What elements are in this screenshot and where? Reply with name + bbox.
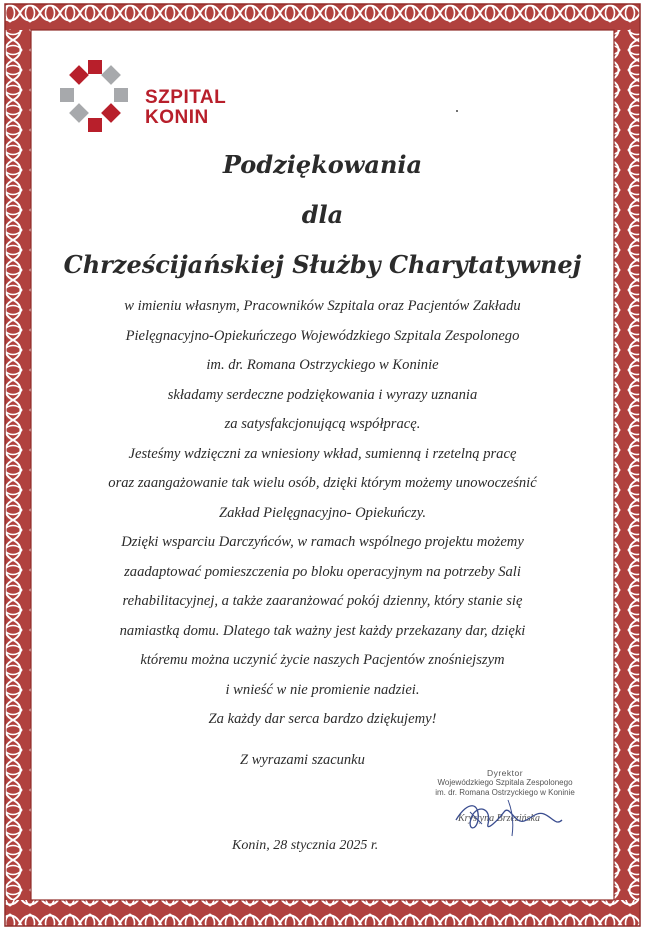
body-line: rehabilitacyjnej, a także zaaranżować pokój dzienny, który stanie się — [122, 593, 523, 609]
body-line: składamy serdeczne podziękowania i wyrazy uznania — [167, 386, 478, 403]
body-line: Jesteśmy wdzięczni za wniesiony wkład, sumienną i rzetelną pracę — [128, 445, 517, 462]
logo-line-1: SZPITAL — [145, 87, 227, 108]
body-line: Pielęgnacyjno-Opiekuńczego Wojewódzkiego Szpitala Zespolonego — [125, 327, 520, 344]
handwritten-signature — [448, 790, 568, 840]
stamp-name: Krystyna Brzezińska — [458, 813, 540, 824]
place-and-date: Konin, 28 stycznia 2025 r. — [232, 838, 379, 853]
letter-body — [40, 292, 605, 735]
body-line: oraz zaangażowanie tak wielu osób, dzięki którym możemy unowocześnić — [108, 475, 537, 491]
body-line: Zakład Pielęgnacyjno- Opiekuńczy. — [218, 504, 427, 521]
closing-phrase: Z wyrazami szacunku — [240, 752, 365, 768]
body-line: namiastką domu. Dlatego tak ważny jest każdy przekazany dar, dzięki — [119, 622, 526, 639]
body-line: zaadaptować pomieszczenia po bloku operacyjnym na potrzeby Sali — [124, 563, 521, 580]
speck-mark — [456, 110, 458, 112]
body-line: za satysfakcjonującą współpracę. — [224, 416, 421, 432]
title-connector: dla — [301, 200, 344, 229]
logo-line-2: KONIN — [145, 107, 209, 128]
stamp-line-2: im. dr. Romana Ostrzyckiego w Koninie — [435, 788, 575, 797]
body-line: któremu można uczynić życie naszych Pacjentów znośniejszym — [140, 652, 505, 668]
stamp-line-1: Wojewódzkiego Szpitala Zespolonego — [437, 778, 573, 787]
body-line: Za każdy dar serca bardzo dziękujemy! — [208, 711, 437, 727]
hospital-logo-mark-icon — [58, 58, 148, 138]
recipient-name: Chrześcijańskiej Służby Charytatywnej — [63, 250, 582, 279]
document-title: Podziękowania — [222, 150, 423, 179]
body-line: Dzięki wsparciu Darczyńców, w ramach wspólnego projektu możemy — [121, 534, 524, 550]
body-line: w imieniu własnym, Pracowników Szpitala oraz Pacjentów Zakładu — [124, 298, 521, 314]
body-line: im. dr. Romana Ostrzyckiego w Koninie — [206, 357, 439, 373]
hospital-logo-wordmark — [145, 88, 226, 128]
body-line: i wnieść w nie promienie nadziei. — [225, 681, 420, 698]
stamp-role: Dyrektor — [486, 768, 524, 778]
